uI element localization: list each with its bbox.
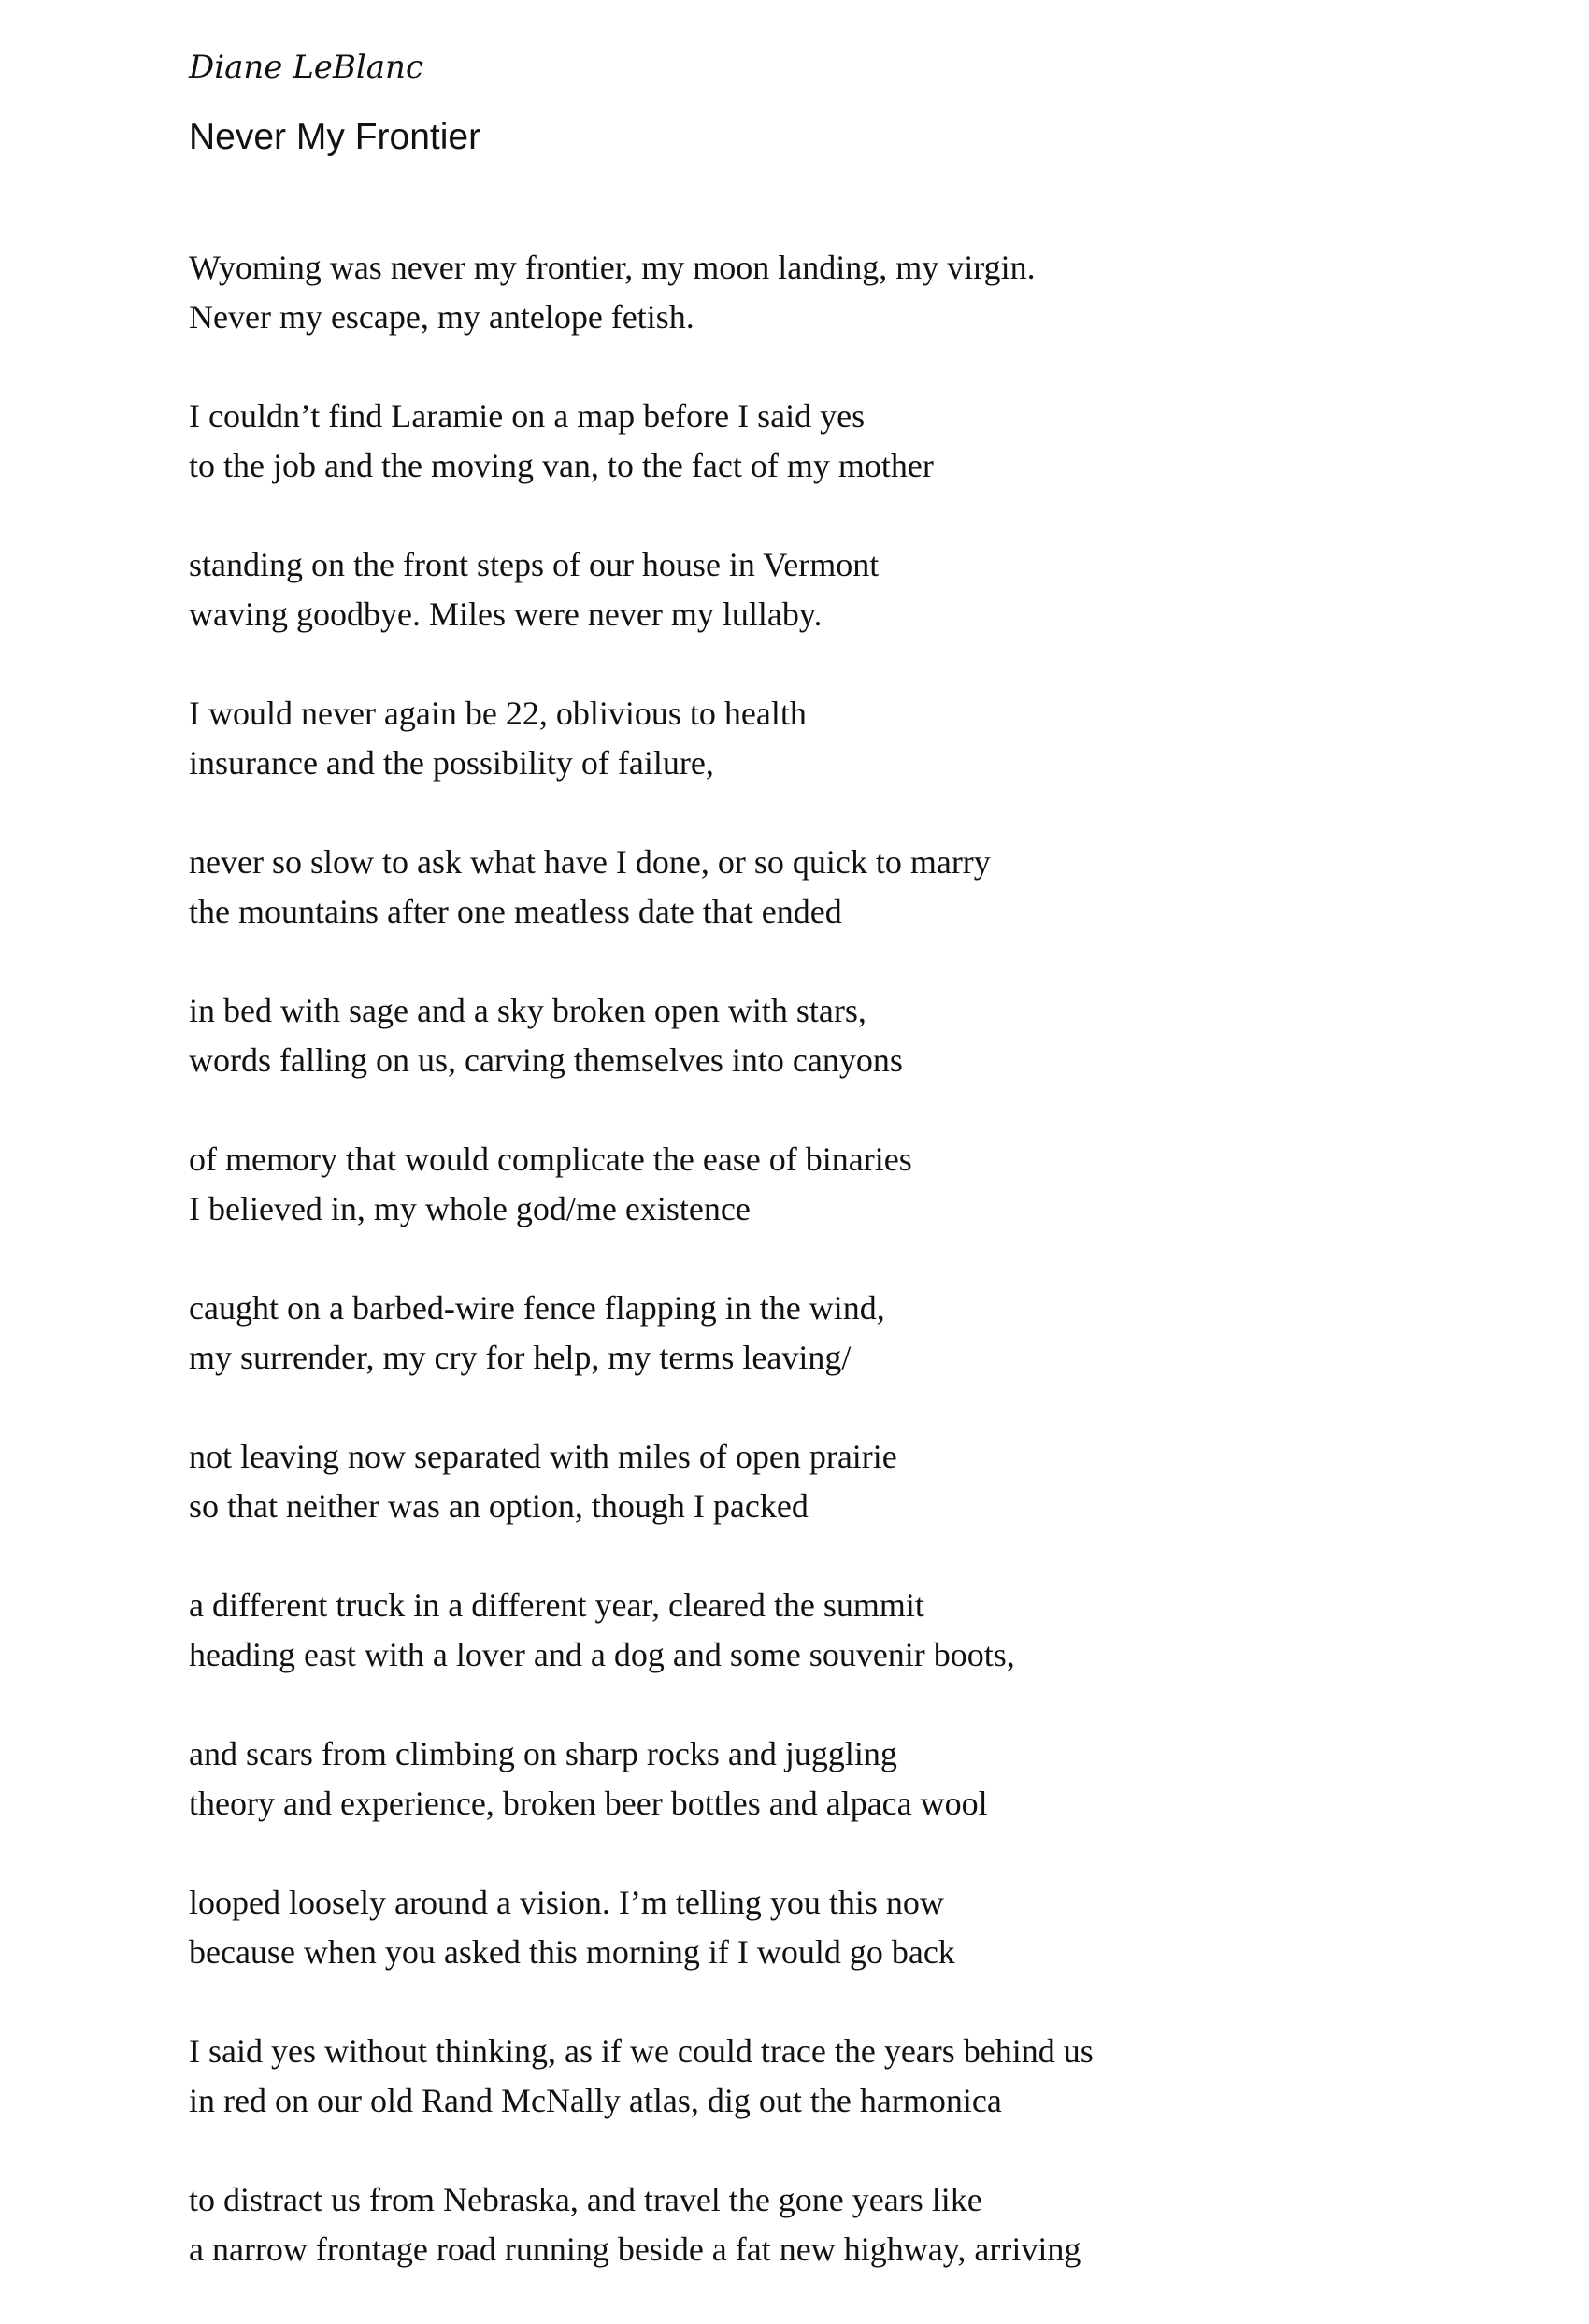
poem-line: insurance and the possibility of failure, (189, 744, 714, 782)
stanza (189, 986, 1497, 1085)
stanza (189, 1432, 1497, 1531)
poem-line: of memory that would complicate the ease of binaries (189, 1140, 912, 1178)
stanza (189, 689, 1497, 788)
poem-line: standing on the front steps of our house in Vermont (189, 546, 880, 583)
stanza (189, 838, 1497, 937)
stanza (189, 1878, 1497, 1977)
poem-line: my surrender, my cry for help, my terms leaving/ (189, 1339, 852, 1376)
poem-line: a narrow frontage road running beside a fat new highway, arriving (189, 2231, 1081, 2268)
poem-line: to the job and the moving van, to the fact of my mother (189, 447, 934, 484)
poem-line: not leaving now separated with miles of open prairie (189, 1438, 897, 1475)
poem-line: heading east with a lover and a dog and some souvenir boots, (189, 1636, 1015, 1673)
poem-line: so that neither was an option, though I packed (189, 1487, 809, 1525)
poem-line: because when you asked this morning if I would go back (189, 1933, 955, 1971)
poem-line: to distract us from Nebraska, and travel the gone years like (189, 2181, 982, 2218)
poem-line: I said yes without thinking, as if we could trace the years behind us (189, 2032, 1094, 2070)
poem-line: never so slow to ask what have I done, or so quick to marry (189, 843, 991, 881)
author-name: Diane LeBlanc (189, 49, 423, 86)
poem-line: the mountains after one meatless date that ended (189, 893, 842, 930)
poem-line: in bed with sage and a sky broken open with stars, (189, 992, 866, 1029)
stanza (189, 243, 1497, 342)
stanza (189, 2175, 1497, 2274)
poem-line: Wyoming was never my frontier, my moon landing, my virgin. (189, 249, 1036, 286)
poem-line: caught on a barbed-wire fence flapping in the wind, (189, 1289, 885, 1327)
poem-title: Never My Frontier (189, 117, 481, 157)
stanza (189, 2027, 1497, 2126)
poem-body (189, 243, 1497, 2324)
poem-line: I believed in, my whole god/me existence (189, 1190, 751, 1227)
stanza (189, 1581, 1497, 1680)
poem-line: looped loosely around a vision. I’m telling you this now (189, 1884, 944, 1921)
poem-line: I couldn’t find Laramie on a map before I said yes (189, 397, 866, 435)
stanza (189, 1135, 1497, 1234)
poem-line: waving goodbye. Miles were never my lullaby. (189, 595, 823, 633)
poem-line: words falling on us, carving themselves into canyons (189, 1041, 903, 1079)
stanza (189, 540, 1497, 639)
stanza (189, 1729, 1497, 1829)
stanza (189, 1284, 1497, 1383)
poem-line: theory and experience, broken beer bottles and alpaca wool (189, 1785, 988, 1822)
poem-line: a different truck in a different year, cleared the summit (189, 1586, 924, 1624)
poem-line: in red on our old Rand McNally atlas, dig out the harmonica (189, 2082, 1002, 2119)
poem-line: I would never again be 22, oblivious to health (189, 695, 807, 732)
poem-line: Never my escape, my antelope fetish. (189, 298, 694, 336)
stanza (189, 392, 1497, 491)
poem-line: and scars from climbing on sharp rocks and juggling (189, 1735, 897, 1772)
